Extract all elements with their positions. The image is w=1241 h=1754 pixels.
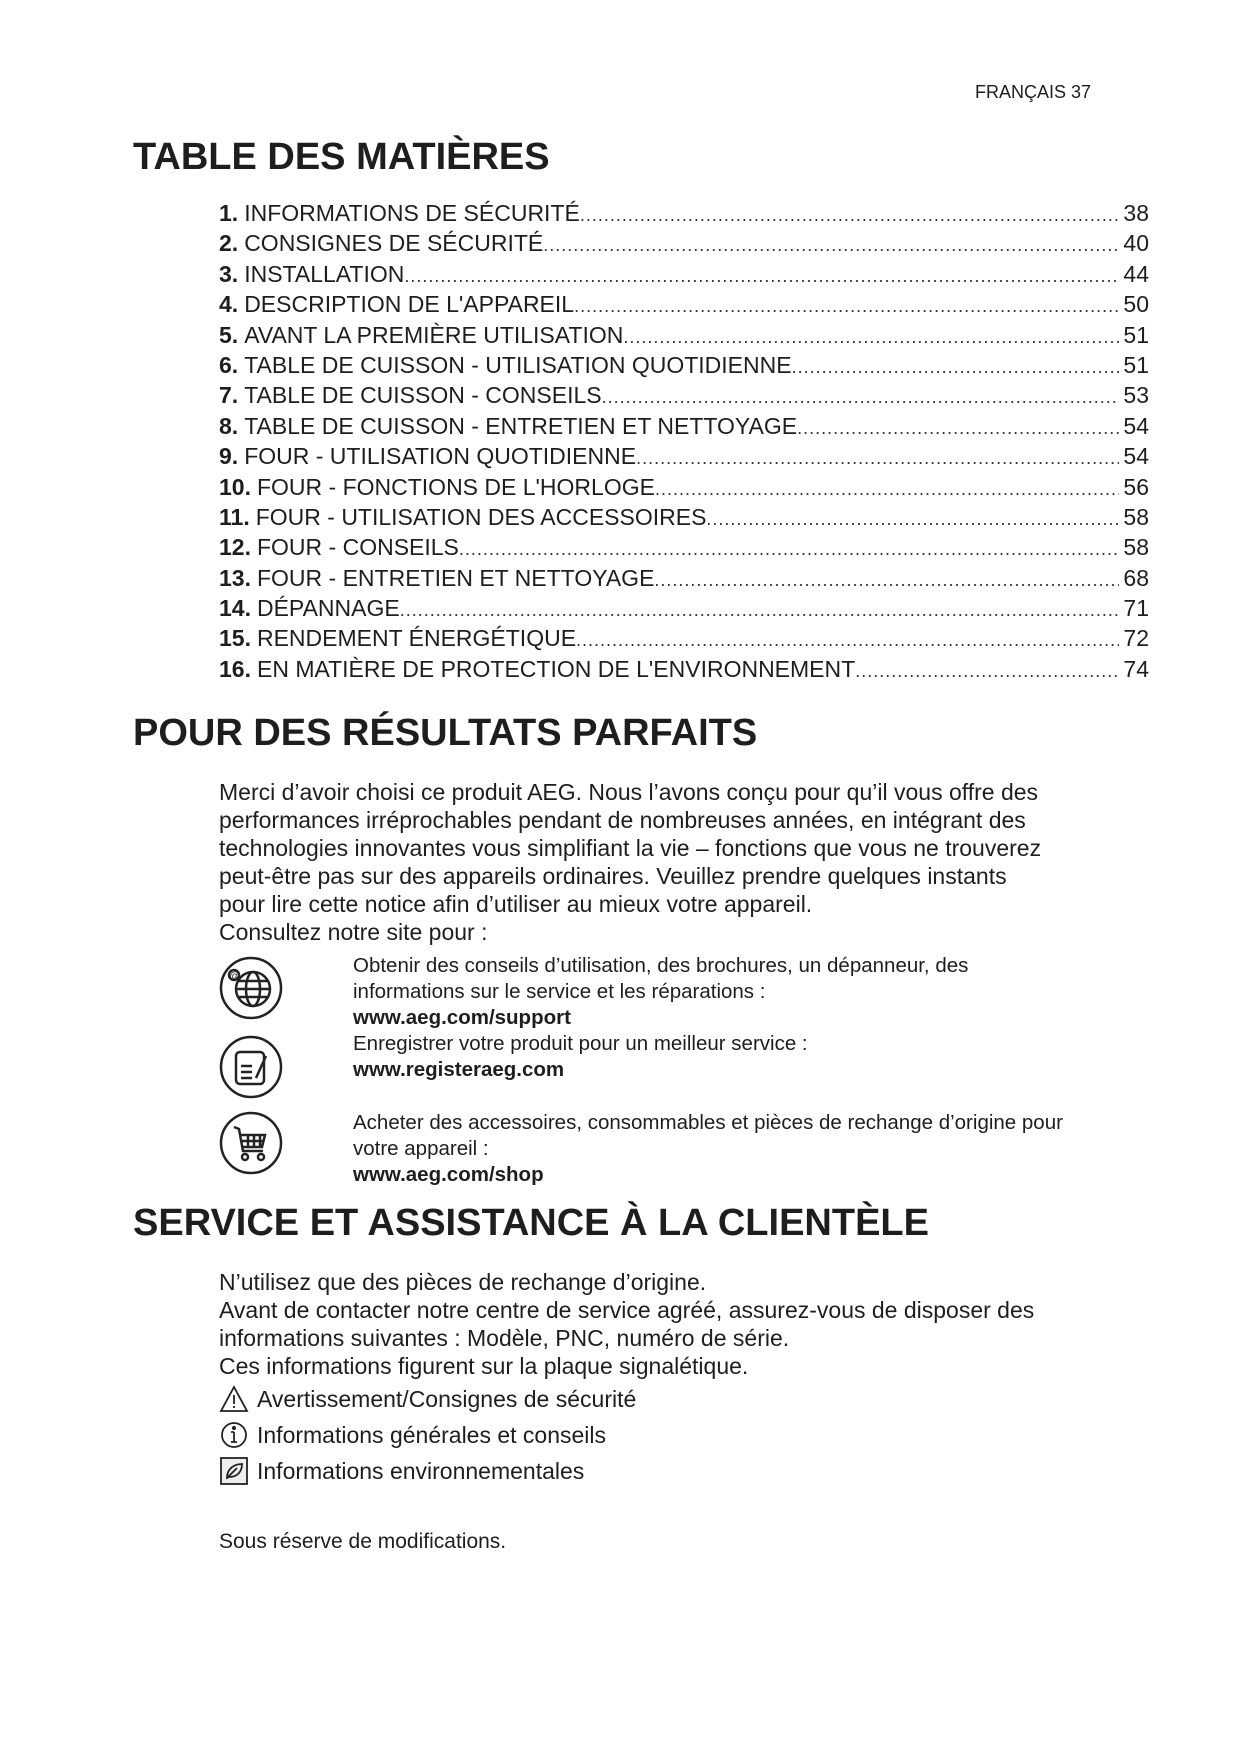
toc-label: DÉPANNAGE	[256, 595, 400, 622]
toc-label: FOUR - UTILISATION DES ACCESSOIRES	[255, 503, 707, 530]
service-paragraph	[219, 1268, 1034, 1380]
toc-number: 6.	[219, 351, 239, 378]
toc-entry[interactable]	[219, 200, 1149, 230]
page-header: FRANÇAIS 37	[975, 82, 1092, 102]
legend-label: Avertissement/Consignes de sécurité	[257, 1385, 637, 1412]
toc-label: FOUR - CONSEILS	[256, 534, 459, 561]
toc-number: 13.	[219, 564, 251, 591]
toc-label: INSTALLATION	[244, 260, 405, 287]
toc-page: 51	[1123, 321, 1149, 348]
globe-icon	[218, 955, 284, 1021]
shop-url[interactable]: www.aeg.com/shop	[353, 1163, 544, 1186]
table-of-contents	[219, 200, 1149, 686]
toc-page: 40	[1123, 230, 1149, 257]
toc-entry[interactable]	[219, 443, 1149, 473]
support-url[interactable]: www.aeg.com/support	[353, 1006, 571, 1029]
cart-icon	[218, 1110, 284, 1176]
toc-number: 16.	[219, 655, 251, 682]
intro-paragraph	[219, 778, 1041, 946]
toc-entry[interactable]	[219, 565, 1149, 595]
dot-leader	[706, 509, 1119, 530]
shop-text: votre appareil :	[353, 1137, 489, 1160]
toc-label: INFORMATIONS DE SÉCURITÉ	[244, 200, 580, 226]
toc-label: TABLE DE CUISSON - CONSEILS	[244, 382, 602, 409]
dot-leader	[797, 418, 1119, 439]
dot-leader	[404, 266, 1119, 287]
service-line: Ces informations figurent sur la plaque signalétique.	[219, 1353, 749, 1379]
support-text: Obtenir des conseils d’utilisation, des brochures, un dépanneur, des	[353, 954, 969, 977]
toc-number: 9.	[219, 443, 239, 470]
toc-page: 72	[1123, 625, 1149, 652]
leaf-icon	[219, 1456, 249, 1486]
toc-entry[interactable]	[219, 474, 1149, 504]
register-url[interactable]: www.registeraeg.com	[353, 1058, 565, 1081]
toc-entry[interactable]	[219, 261, 1149, 291]
toc-page: 71	[1123, 595, 1149, 622]
toc-number: 3.	[219, 260, 239, 287]
toc-number: 15.	[219, 625, 251, 652]
toc-label: FOUR - ENTRETIEN ET NETTOYAGE	[256, 564, 655, 591]
toc-label: RENDEMENT ÉNERGÉTIQUE	[256, 625, 577, 652]
toc-label: FOUR - FONCTIONS DE L'HORLOGE	[256, 473, 655, 500]
toc-page: 58	[1123, 503, 1149, 530]
dot-leader	[655, 479, 1119, 500]
register-text: Enregistrer votre produit pour un meilleur service :	[353, 1032, 808, 1055]
toc-label: TABLE DE CUISSON - UTILISATION QUOTIDIENNE	[244, 351, 792, 378]
service-title: SERVICE ET ASSISTANCE À LA CLIENTÈLE	[133, 1202, 929, 1244]
dot-leader	[459, 539, 1120, 560]
toc-label: CONSIGNES DE SÉCURITÉ	[244, 230, 544, 257]
dot-leader	[574, 296, 1119, 317]
shop-link-block	[353, 1110, 1063, 1188]
intro-line: Merci d’avoir choisi ce produit AEG. Nous l’avons conçu pour qu’il vous offre des	[219, 779, 1039, 805]
dot-leader	[792, 357, 1120, 378]
toc-number: 11.	[219, 503, 250, 530]
support-text: informations sur le service et les réparations :	[353, 980, 766, 1003]
toc-label: AVANT LA PREMIÈRE UTILISATION	[244, 321, 624, 348]
toc-title: TABLE DES MATIÈRES	[133, 136, 550, 178]
toc-page: 53	[1123, 382, 1149, 409]
toc-page: 68	[1123, 564, 1149, 591]
toc-number: 8.	[219, 412, 239, 439]
toc-label: TABLE DE CUISSON - ENTRETIEN ET NETTOYAGE	[244, 412, 798, 439]
toc-page: 50	[1123, 291, 1149, 318]
toc-number: 10.	[219, 473, 251, 500]
legend-info	[219, 1420, 606, 1450]
results-title: POUR DES RÉSULTATS PARFAITS	[133, 712, 758, 754]
dot-leader	[543, 235, 1119, 256]
dot-leader	[576, 630, 1119, 651]
toc-entry[interactable]	[219, 413, 1149, 443]
service-line: Avant de contacter notre centre de service agréé, assurez-vous de disposer des	[219, 1297, 1035, 1323]
toc-entry[interactable]	[219, 595, 1149, 625]
dot-leader	[636, 448, 1119, 469]
svg-text:@: @	[229, 971, 240, 982]
intro-line: technologies innovantes vous simplifiant la vie – fonctions que vous ne trouverez	[219, 835, 1042, 861]
dot-leader	[654, 570, 1119, 591]
intro-line: pour lire cette notice afin d’utiliser au mieux votre appareil.	[219, 891, 813, 917]
warning-icon	[219, 1384, 249, 1414]
legend-label: Informations environnementales	[257, 1457, 585, 1484]
service-line: informations suivantes : Modèle, PNC, numéro de série.	[219, 1325, 790, 1351]
toc-entry[interactable]	[219, 322, 1149, 352]
toc-number: 12.	[219, 534, 251, 561]
dot-leader	[623, 327, 1119, 348]
toc-page: 58	[1123, 534, 1149, 561]
intro-line: peut-être pas sur des appareils ordinaires. Veuillez prendre quelques instants	[219, 863, 1007, 889]
service-line: N’utilisez que des pièces de rechange d’origine.	[219, 1269, 707, 1295]
toc-entry[interactable]	[219, 291, 1149, 321]
dot-leader	[855, 661, 1119, 682]
toc-entry[interactable]	[219, 230, 1149, 260]
toc-page: 74	[1123, 655, 1149, 682]
toc-page: 51	[1123, 351, 1149, 378]
toc-number: 1.	[219, 200, 239, 226]
toc-number: 7.	[219, 382, 239, 409]
toc-page: 54	[1123, 412, 1149, 439]
toc-entry[interactable]	[219, 382, 1149, 412]
toc-number: 5.	[219, 321, 239, 348]
dot-leader	[602, 387, 1120, 408]
toc-entry[interactable]	[219, 352, 1149, 382]
shop-text: Acheter des accessoires, consommables et pièces de rechange d’origine pour	[353, 1111, 1063, 1134]
toc-entry[interactable]	[219, 534, 1149, 564]
support-link-block	[353, 953, 968, 1083]
toc-number: 4.	[219, 291, 239, 318]
dot-leader	[580, 205, 1120, 226]
legend-environment	[219, 1456, 584, 1486]
intro-line: Consultez notre site pour :	[219, 919, 488, 945]
legend-warning	[219, 1384, 636, 1414]
toc-label: FOUR - UTILISATION QUOTIDIENNE	[244, 443, 637, 470]
intro-line: performances irréprochables pendant de nombreuses années, en intégrant des	[219, 807, 1026, 833]
footer-note: Sous réserve de modifications.	[219, 1530, 507, 1553]
toc-number: 2.	[219, 230, 239, 257]
toc-page: 44	[1123, 260, 1149, 287]
dot-leader	[400, 600, 1120, 621]
toc-label: DESCRIPTION DE L'APPAREIL	[244, 291, 575, 318]
legend-label: Informations générales et conseils	[257, 1421, 607, 1448]
toc-page: 54	[1123, 443, 1149, 470]
info-icon	[219, 1420, 249, 1450]
toc-entry[interactable]	[219, 656, 1149, 686]
toc-label: EN MATIÈRE DE PROTECTION DE L'ENVIRONNEMENT	[256, 655, 856, 682]
toc-page: 56	[1123, 473, 1149, 500]
toc-entry[interactable]	[219, 504, 1149, 534]
register-icon	[218, 1034, 284, 1100]
toc-entry[interactable]	[219, 625, 1149, 655]
toc-number: 14.	[219, 595, 251, 622]
toc-page: 38	[1123, 200, 1149, 226]
